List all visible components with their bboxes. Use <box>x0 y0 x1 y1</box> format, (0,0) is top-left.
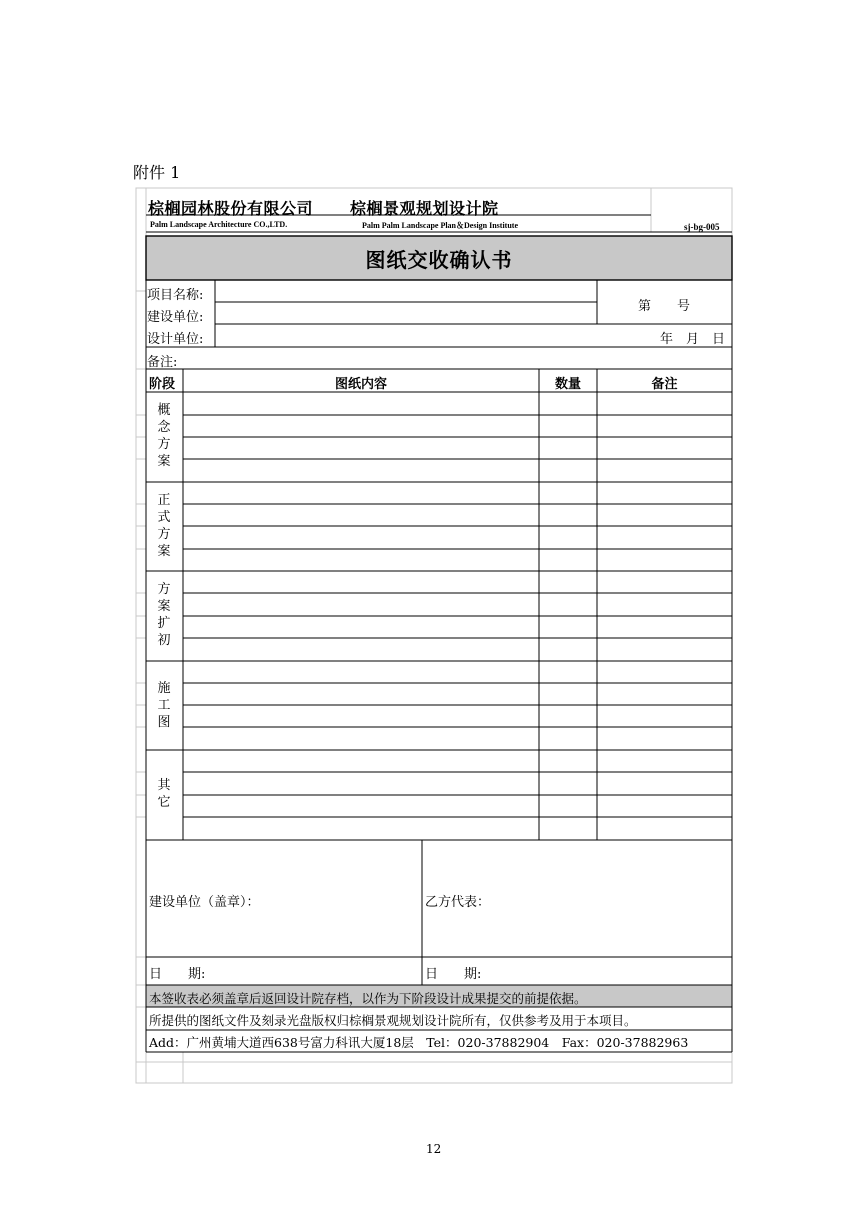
stage-char: 案 <box>157 599 171 614</box>
stage-char: 施 <box>157 681 171 696</box>
date-left-label: 日 期: <box>149 967 206 982</box>
project-name-label: 项目名称: <box>147 288 204 303</box>
stage-char: 案 <box>157 544 171 559</box>
stage-char: 案 <box>157 454 171 469</box>
column-stage: 阶段 <box>149 377 176 392</box>
page-number: 12 <box>426 1142 442 1156</box>
stage-char: 工 <box>157 698 171 713</box>
stage-char: 初 <box>157 633 171 648</box>
designer-label: 设计单位: <box>147 332 204 347</box>
note-address: Add：广州黄埔大道西638号富力科讯大厦18层 Tel：020-37882904 Fax：020-37882963 <box>149 1035 689 1050</box>
stage-char: 其 <box>157 778 171 793</box>
company-name-en: Palm Landscape Architecture CO.,LTD. <box>150 220 288 229</box>
stage-char: 式 <box>157 510 171 525</box>
stage-char: 正 <box>157 493 171 508</box>
company-name-cn: 棕榈园林股份有限公司 <box>148 199 314 218</box>
stage-construction <box>146 680 182 731</box>
stage-char: 方 <box>157 527 171 542</box>
stage-formal <box>146 492 182 560</box>
institute-name-cn: 棕榈景观规划设计院 <box>350 199 499 218</box>
stage-char: 概 <box>157 403 171 418</box>
column-quantity: 数量 <box>554 377 581 392</box>
stage-char: 扩 <box>157 616 171 631</box>
stage-other <box>146 777 182 811</box>
stage-char: 它 <box>157 795 171 810</box>
note-return: 本签收表必须盖章后返回设计院存档，以作为下阶段设计成果提交的前提依据。 <box>149 991 587 1006</box>
attachment-label: 附件 1 <box>133 163 181 182</box>
stage-char: 念 <box>157 420 171 435</box>
column-note: 备注 <box>651 377 678 392</box>
note-copyright: 所提供的图纸文件及刻录光盘版权归棕榈景观规划设计院所有，仅供参考及用于本项目。 <box>149 1013 637 1028</box>
party-b-label: 乙方代表： <box>425 895 491 910</box>
client-seal-label: 建设单位（盖章）： <box>149 895 260 910</box>
stage-char: 方 <box>157 582 171 597</box>
remarks-label: 备注: <box>147 355 178 370</box>
date-label: 年 月 日 <box>660 332 726 347</box>
stage-concept <box>146 402 182 470</box>
institute-name-en: Palm Palm Landscape Plan＆Design Institute <box>362 221 519 230</box>
date-right-label: 日 期: <box>425 967 482 982</box>
column-content: 图纸内容 <box>334 377 387 392</box>
stage-char: 图 <box>157 715 171 730</box>
stage-char: 方 <box>157 437 171 452</box>
client-label: 建设单位: <box>147 310 204 325</box>
stage-extended <box>146 581 182 649</box>
number-label: 第 号 <box>638 299 691 314</box>
form-code: sj-bg-005 <box>684 222 720 232</box>
form-title: 图纸交收确认书 <box>146 236 732 280</box>
